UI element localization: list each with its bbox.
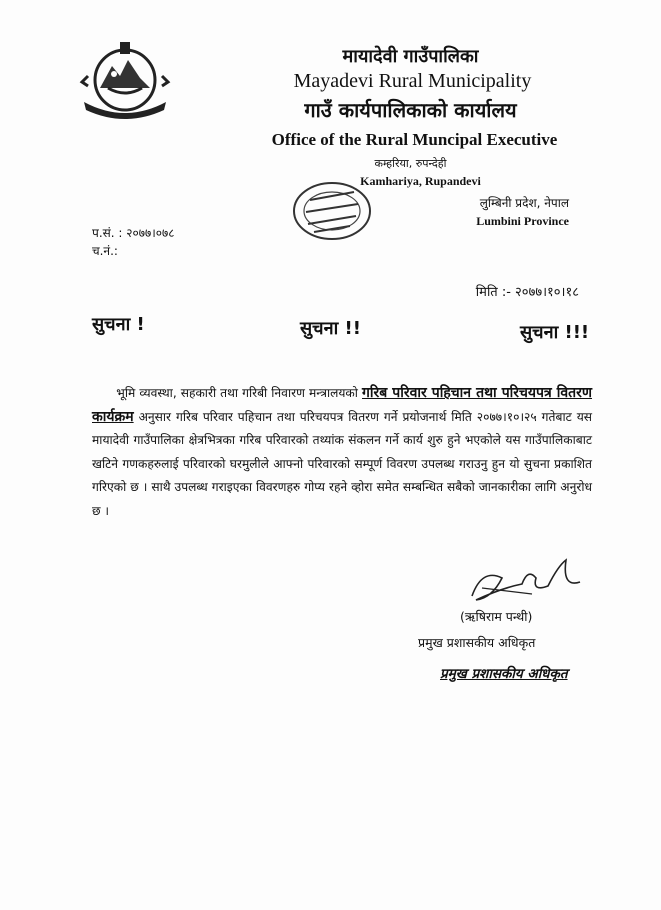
reference-number: प.सं. : २०७७।०७८ xyxy=(92,226,175,240)
body-text: अनुसार गरिब परिवार पहिचान तथा परिचयपत्र वितरण गर्ने प्रयोजनार्थ मिति २०७७।१०।२५ गतेबाट यस मायादेवी गाउँपालिका क्षेत्रभित्रका गरिब परिवारको तथ्यांक संकलन गर्ने कार्य शुरु हुने भएकोले यस गाउँपालिकाबाट खटिने गणकहरुलाई परिवारको घरमुलीले आफ्नो परिवारको सम्पूर्ण विवरण उपलब्ध गराउनु हुन यो सुचना प्रकाशित गरिएको छ । साथै उपलब्ध गराइएका विवरणहरु गोप्य रहने व्हाेरा समेत सम्बन्धित सबैको जानकारीका लागि अनुरोध छ । xyxy=(92,409,592,518)
notice-heading-3: सुचना !!! xyxy=(520,322,590,343)
notice-heading-2: सुचना !! xyxy=(300,318,361,339)
address-np: कम्हरिया, रुपन्देही xyxy=(374,157,447,170)
notice-body xyxy=(92,382,592,524)
office-name-en: Office of the Rural Muncipal Executive xyxy=(271,130,558,149)
signatory-name: (ऋषिराम पन्थी) xyxy=(460,609,533,624)
notice-heading-1: सुचना ! xyxy=(92,314,145,335)
body-intro: भूमि व्यवस्था, सहकारी तथा गरिबी निवारण मन्त्रालयको xyxy=(116,386,358,400)
province-np: लुम्बिनी प्रदेश, नेपाल xyxy=(479,196,569,210)
signatory-title: प्रमुख प्रशासकीय अधिकृत xyxy=(418,635,536,650)
province-en: Lumbini Province xyxy=(476,214,569,228)
dispatch-number: च.नं.: xyxy=(92,244,118,258)
office-seal-stamp xyxy=(290,178,374,244)
municipality-name-np: मायादेवी गाउँपालिका xyxy=(342,46,479,67)
office-name-np: गाउँ कार्यपालिकाको कार्यालय xyxy=(304,98,517,122)
program-name: गरिब परिवार पहिचान तथा परिचयपत्र वितरण कार्यक्रम xyxy=(92,385,593,425)
municipality-name-en: Mayadevi Rural Municipality xyxy=(293,70,532,92)
address-en: Kamhariya, Rupandevi xyxy=(360,174,481,188)
notice-date: मिति :- २०७७।१०।१८ xyxy=(475,285,579,300)
signature xyxy=(462,548,590,608)
designation-stamp: प्रमुख प्रशासकीय अधिकृत xyxy=(440,666,568,682)
